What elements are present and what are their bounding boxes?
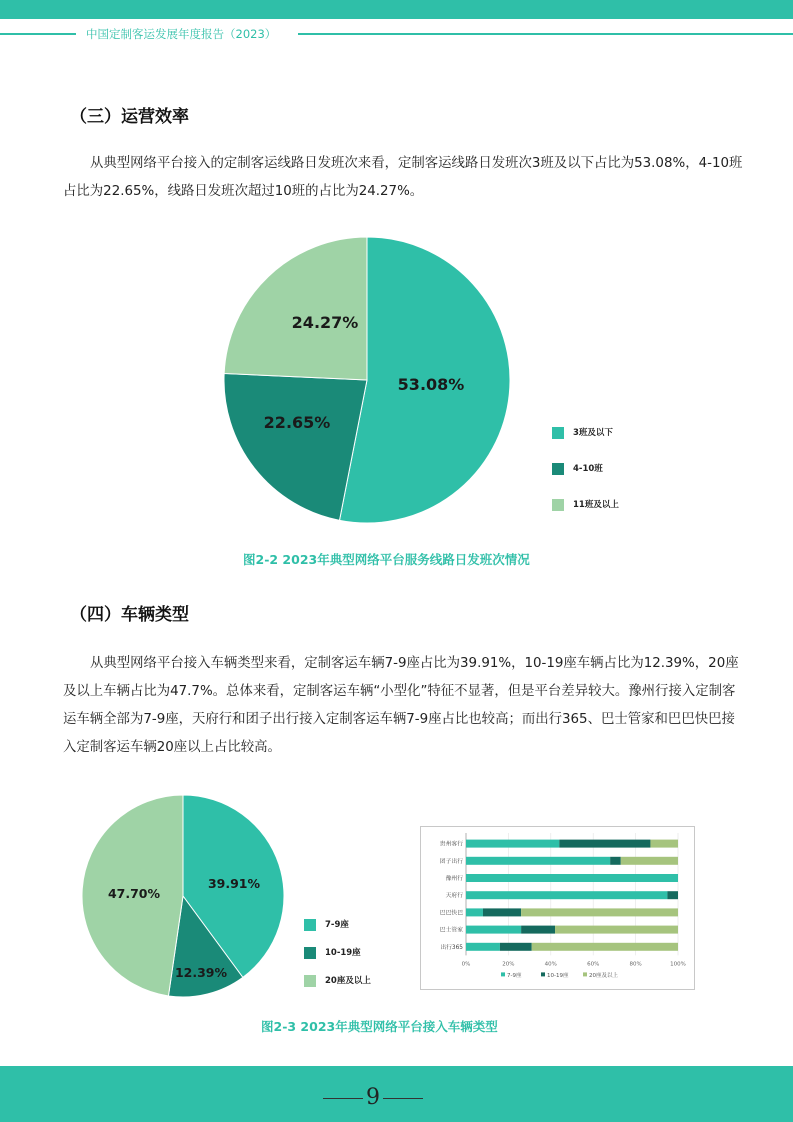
pie-data-label: 24.27% <box>291 313 359 332</box>
bar-legend-label: 10-19座 <box>547 972 569 979</box>
y-category-label: 出行365 <box>440 944 463 951</box>
bar-segment <box>621 857 678 865</box>
header-title: 中国定制客运发展年度报告（2023） <box>86 27 277 41</box>
bar-segment <box>650 840 678 848</box>
x-tick-label: 60% <box>587 961 600 968</box>
bar-segment <box>466 840 559 848</box>
bar-segment <box>610 857 621 865</box>
pie-chart-daily-departures <box>215 228 525 538</box>
y-category-label: 豫州行 <box>445 876 463 882</box>
bar-legend-label: 20座及以上 <box>589 972 618 979</box>
section-heading-vehicle-type: （四）车辆类型 <box>70 605 189 625</box>
y-category-label: 团子出行 <box>439 858 463 865</box>
x-tick-label: 100% <box>670 961 686 968</box>
pie-chart-vehicle-type <box>70 790 295 1005</box>
legend-label: 20座及以上 <box>325 976 371 986</box>
legend-label: 3班及以下 <box>573 428 613 438</box>
legend-label: 10-19座 <box>325 948 361 958</box>
y-category-label: 巴士管家 <box>439 927 463 934</box>
bar-segment <box>521 926 555 934</box>
legend-swatch <box>304 919 316 931</box>
bar-segment <box>555 926 678 934</box>
bar-segment <box>466 943 500 951</box>
figure-caption-2-2: 图2-2 2023年典型网络平台服务线路日发班次情况 <box>243 552 530 567</box>
pie-data-label: 22.65% <box>263 413 331 432</box>
footer-rule-right <box>383 1098 423 1099</box>
legend-swatch <box>304 975 316 987</box>
stacked-bar-chart-platform-vehicle-type <box>420 826 695 990</box>
legend-swatch <box>304 947 316 959</box>
legend-label: 11班及以上 <box>573 500 619 510</box>
bar-segment <box>483 908 521 916</box>
legend-label: 4-10班 <box>573 464 603 474</box>
header-rule-left <box>0 33 76 35</box>
bar-segment <box>521 908 678 916</box>
legend-vehicle-type <box>304 918 404 994</box>
section-heading-operation-efficiency: （三）运营效率 <box>70 107 189 127</box>
bar-legend-swatch <box>501 972 505 976</box>
bar-segment <box>466 857 610 865</box>
y-category-label: 巴巴快巴 <box>439 910 463 917</box>
bar-segment <box>466 874 678 882</box>
footer-band <box>0 1066 793 1122</box>
page-number: 9 <box>366 1085 380 1110</box>
pie-data-label: 53.08% <box>397 375 465 394</box>
x-tick-label: 40% <box>544 961 557 968</box>
legend-swatch <box>552 463 564 475</box>
bar-segment <box>466 926 521 934</box>
y-category-label: 天府行 <box>445 893 463 900</box>
legend-swatch <box>552 427 564 439</box>
x-tick-label: 80% <box>629 961 642 968</box>
bar-legend-swatch <box>541 972 545 976</box>
bar-segment <box>667 891 678 899</box>
x-tick-label: 0% <box>461 961 471 968</box>
pie-data-label: 47.70% <box>107 886 161 901</box>
top-color-band <box>0 0 793 19</box>
pie-slice <box>224 237 367 380</box>
legend-label: 7-9座 <box>325 920 349 930</box>
bar-segment <box>466 908 483 916</box>
bar-legend-swatch <box>583 972 587 976</box>
figure-caption-2-3: 图2-3 2023年典型网络平台接入车辆类型 <box>261 1019 498 1034</box>
x-tick-label: 20% <box>502 961 515 968</box>
bar-segment <box>559 840 650 848</box>
pie-data-label: 12.39% <box>174 965 228 980</box>
bar-segment <box>466 891 667 899</box>
bar-segment <box>500 943 532 951</box>
paragraph-daily-departures: 从典型网络平台接入的定制客运线路日发班次来看，定制客运线路日发班次3班及以下占比为53.08%，4-10班占比为22.65%，线路日发班次超过10班的占比为24.27%。 <box>63 156 743 199</box>
footer-rule-left <box>323 1098 363 1099</box>
bar-segment <box>532 943 678 951</box>
running-header <box>0 25 793 43</box>
pie-data-label: 39.91% <box>207 876 261 891</box>
paragraph-vehicle-type: 从典型网络平台接入车辆类型来看，定制客运车辆7-9座占比为39.91%，10-19座车辆占比为12.39%，20座及以上车辆占比为47.7%。总体来看，定制客运车辆“小型化”特征不显著，但是平台差异较大。豫州行接入定制客运车辆全部为7-9座，天府行和团子出行接入定制客运车辆7-9座占比也较高；而出行365、巴士管家和巴巴快巴接入定制客运车辆20座以上占比较高。 <box>63 656 739 755</box>
y-category-label: 贵州客行 <box>439 841 463 848</box>
legend-swatch <box>552 499 564 511</box>
bar-legend-label: 7-9座 <box>507 972 522 979</box>
header-rule-right <box>298 33 793 35</box>
legend-daily-departures <box>552 426 672 516</box>
